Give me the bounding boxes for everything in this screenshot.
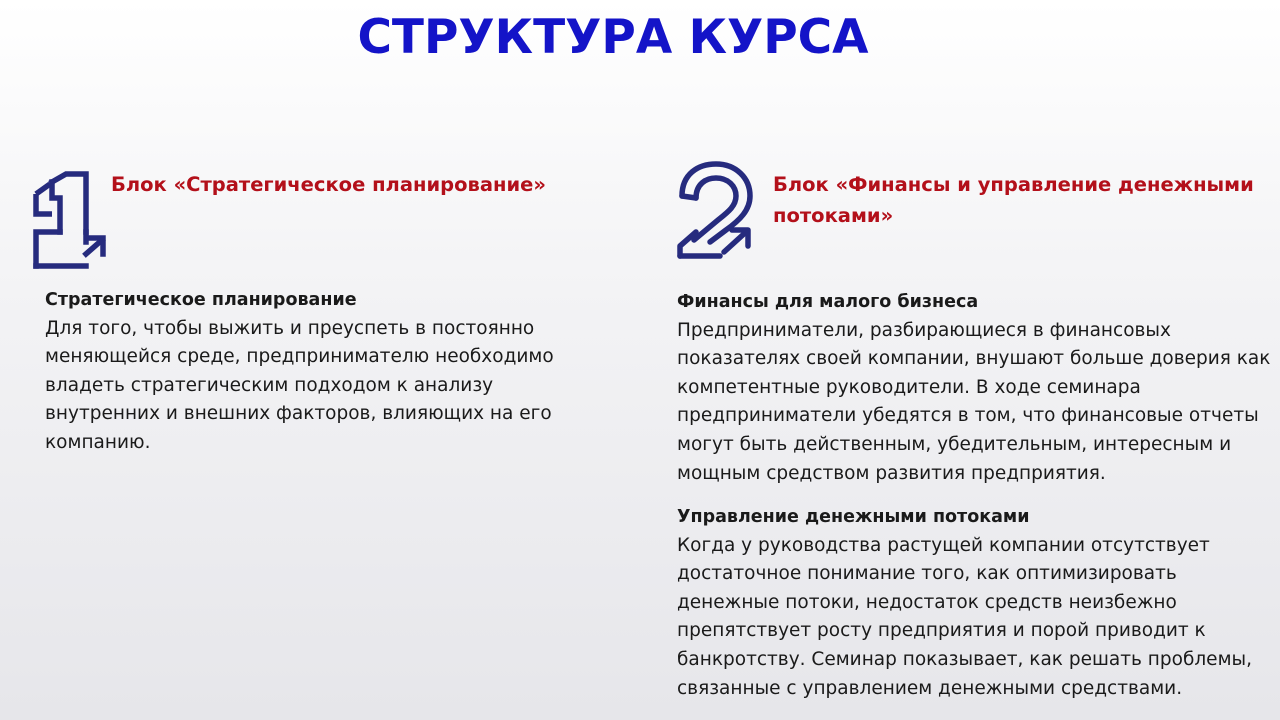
section-text: Когда у руководства растущей компании отсутствует достаточное понимание того, как оптимизировать денежные потоки, недостаток средств неизбежно препятствует росту предприятия и порой приводит к банкротству. Семинар показывает, как решать проблемы, связанные с управлением денежными средствами. <box>677 534 1253 699</box>
number-two-arrow-icon <box>674 160 756 262</box>
section-text: Предприниматели, разбирающиеся в финансовых показателях своей компании, внушают больше доверия как компетентные руководители. В ходе семинара предприниматели убедятся в том, что финансовые отчеты могут быть действенным, убедительным, интересным и мощным средством развития предприятия. <box>677 319 1271 484</box>
section-title: Финансы для малого бизнеса <box>677 292 979 312</box>
block-1-section-strategic-planning <box>45 286 580 458</box>
section-title: Управление денежными потоками <box>677 507 1030 527</box>
page-title: СТРУКТУРА КУРСА <box>357 10 869 65</box>
block-2-section-cash-flow-management <box>677 503 1280 703</box>
section-title: Стратегическое планирование <box>45 290 357 310</box>
block-2-heading: Блок «Финансы и управление денежными потоками» <box>773 173 1254 227</box>
section-text: Для того, чтобы выжить и преуспеть в постоянно меняющейся среде, предпринимателю необходимо владеть стратегическим подходом к анализу внутренних и внешних факторов, влияющих на его компанию. <box>45 317 554 453</box>
number-one-arrow-icon <box>30 170 110 270</box>
block-1-heading: Блок «Стратегическое планирование» <box>111 173 546 196</box>
block-2-section-small-business-finance <box>677 288 1280 488</box>
